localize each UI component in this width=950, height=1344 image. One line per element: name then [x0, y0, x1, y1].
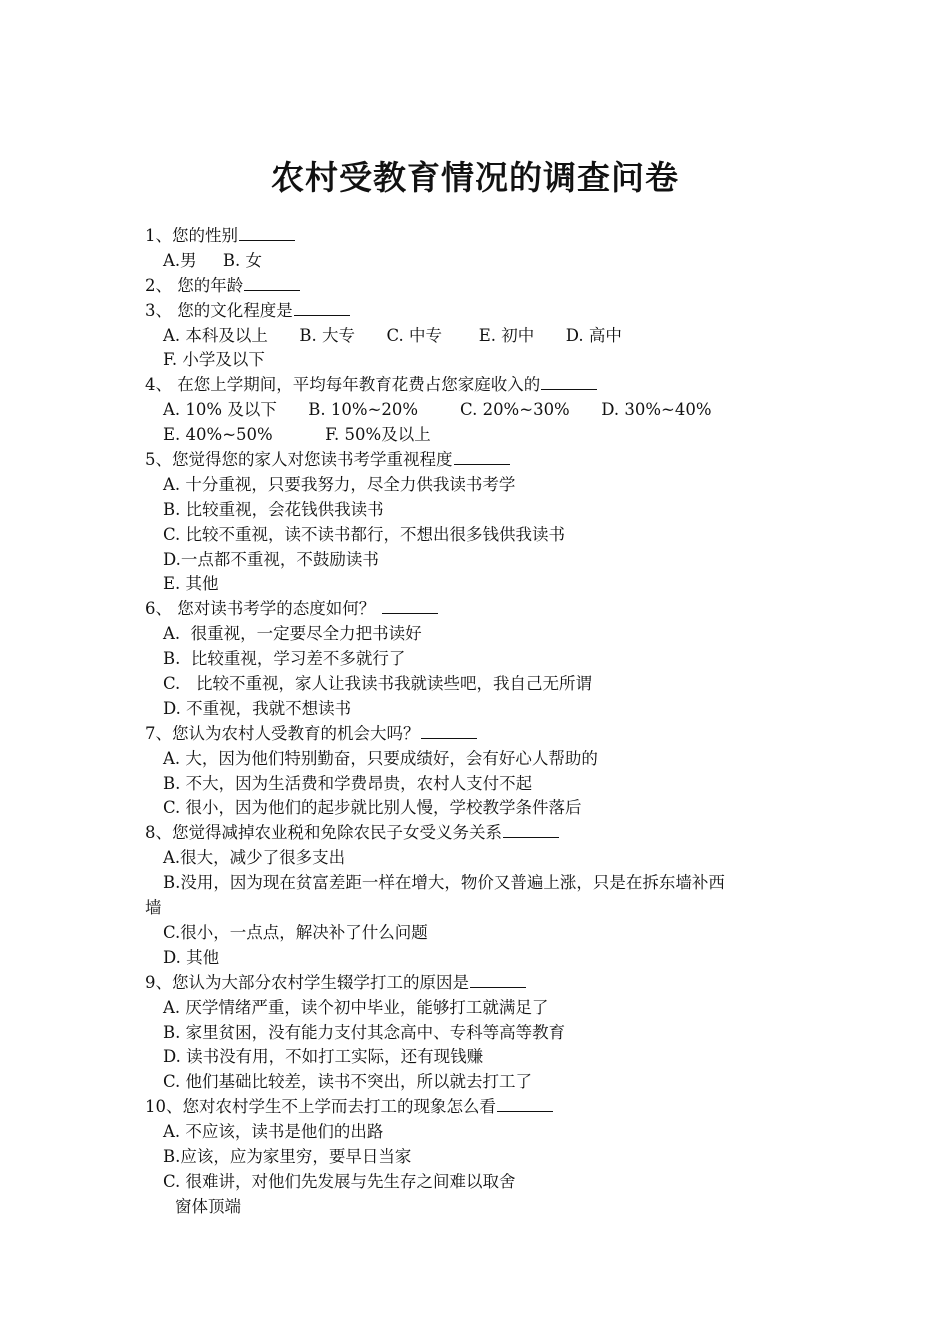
- option-text: C.很小，一点点，解决补了什么问题: [163, 922, 428, 942]
- option-text: B.没用，因为现在贫富差距一样在增大，物价又普遍上涨，只是在拆东墙补西: [163, 873, 725, 893]
- option-line: [145, 1021, 815, 1046]
- question-line: [145, 299, 815, 324]
- option-line: [145, 672, 815, 697]
- option-line: [145, 324, 815, 349]
- option-line: [145, 398, 815, 423]
- answer-blank: [239, 224, 295, 241]
- option-line: [145, 871, 815, 896]
- question-text: 4、 在您上学期间，平均每年教育花费占您家庭收入的: [145, 375, 541, 395]
- option-line: [145, 1170, 815, 1195]
- option-line: [145, 249, 815, 274]
- option-text: D. 不重视，我就不想读书: [163, 698, 352, 718]
- option-line: [145, 896, 815, 921]
- option-text: 窗体顶端: [175, 1196, 241, 1216]
- option-text: B. 比较重视，学习差不多就行了: [163, 649, 406, 669]
- option-text: D. 读书没有用，不如打工实际，还有现钱赚: [163, 1047, 484, 1067]
- option-text: A. 十分重视，只要我努力，尽全力供我读书考学: [163, 474, 516, 494]
- question-text: 10、您对农村学生不上学而去打工的现象怎么看: [145, 1097, 496, 1117]
- answer-blank: [382, 597, 438, 614]
- option-text: B. 比较重视，会花钱供我读书: [163, 499, 384, 519]
- option-text: A. 本科及以上 B. 大专 C. 中专 E. 初中 D. 高中: [163, 325, 622, 345]
- answer-blank: [470, 971, 526, 988]
- question-text: 9、您认为大部分农村学生辍学打工的原因是: [145, 972, 469, 992]
- option-text: C. 比较不重视，家人让我读书我就读些吧，我自己无所谓: [163, 674, 593, 694]
- answer-blank: [541, 373, 597, 390]
- option-text: C. 很难讲，对他们先发展与先生存之间难以取舍: [163, 1171, 516, 1191]
- option-text: D.一点都不重视，不鼓励读书: [163, 549, 379, 569]
- option-text: C. 很小，因为他们的起步就比别人慢，学校教学条件落后: [163, 798, 582, 818]
- answer-blank: [294, 299, 350, 316]
- option-line: [145, 548, 815, 573]
- option-line: [145, 697, 815, 722]
- option-line: [145, 747, 815, 772]
- question-line: [145, 971, 815, 996]
- question-text: 3、 您的文化程度是: [145, 300, 293, 320]
- answer-blank: [497, 1095, 553, 1112]
- option-text: B.应该，应为家里穷，要早日当家: [163, 1146, 412, 1166]
- option-text: A.很大，减少了很多支出: [163, 848, 346, 868]
- question-line: [145, 1095, 815, 1120]
- option-text: C. 他们基础比较差，读书不突出，所以就去打工了: [163, 1072, 533, 1092]
- question-text: 1、您的性别: [145, 226, 238, 245]
- option-line: [145, 1070, 815, 1095]
- option-text: 墙: [145, 898, 162, 918]
- question-text: 5、您觉得您的家人对您读书考学重视程度: [145, 450, 453, 470]
- question-line: [145, 722, 815, 747]
- question-line: [145, 448, 815, 473]
- question-line: [145, 274, 815, 299]
- option-line: [145, 946, 815, 971]
- option-line: [145, 523, 815, 548]
- option-line: [145, 622, 815, 647]
- answer-blank: [244, 274, 300, 291]
- questionnaire-body: [145, 224, 815, 1220]
- option-text: C. 比较不重视，读不读书都行，不想出很多钱供我读书: [163, 524, 566, 544]
- option-text: E. 40%~50% F. 50%及以上: [163, 425, 431, 445]
- option-line: [145, 1045, 815, 1070]
- question-text: 6、 您对读书考学的态度如何？: [145, 599, 381, 619]
- option-line: [145, 647, 815, 672]
- answer-blank: [503, 821, 559, 838]
- option-line: [145, 921, 815, 946]
- answer-blank: [454, 448, 510, 465]
- option-text: B. 家里贫困，没有能力支付其念高中、专科等高等教育: [163, 1022, 566, 1042]
- option-line: [145, 1195, 815, 1220]
- option-line: [145, 348, 815, 373]
- question-line: [145, 821, 815, 846]
- option-line: [145, 498, 815, 523]
- question-line: [145, 597, 815, 622]
- option-line: [145, 772, 815, 797]
- question-line: [145, 224, 815, 249]
- option-line: [145, 996, 815, 1021]
- option-text: A. 厌学情绪严重，读个初中毕业，能够打工就满足了: [163, 997, 549, 1017]
- option-line: [145, 796, 815, 821]
- option-text: A. 很重视，一定要尽全力把书读好: [163, 624, 422, 644]
- option-text: A. 大，因为他们特别勤奋，只要成绩好，会有好心人帮助的: [163, 748, 598, 768]
- option-line: [145, 473, 815, 498]
- option-text: D. 其他: [163, 947, 220, 967]
- option-text: F. 小学及以下: [163, 350, 265, 370]
- option-line: [145, 572, 815, 597]
- option-line: [145, 846, 815, 871]
- option-text: A. 10% 及以下 B. 10%~20% C. 20%~30% D. 30%~40%: [163, 400, 712, 420]
- page-title: 农村受教育情况的调查问卷: [271, 158, 679, 197]
- option-line: [145, 1145, 815, 1170]
- question-text: 7、您认为农村人受教育的机会大吗？: [145, 723, 420, 743]
- option-text: A.男 B. 女: [163, 250, 262, 270]
- option-line: [145, 423, 815, 448]
- question-text: 8、您觉得减掉农业税和免除农民子女受义务关系: [145, 823, 502, 843]
- option-text: E. 其他: [163, 574, 219, 594]
- question-text: 2、 您的年龄: [145, 275, 244, 295]
- question-line: [145, 373, 815, 398]
- answer-blank: [421, 722, 477, 739]
- option-text: A. 不应该，读书是他们的出路: [163, 1122, 384, 1142]
- option-text: B. 不大，因为生活费和学费昂贵，农村人支付不起: [163, 773, 533, 793]
- option-line: [145, 1120, 815, 1145]
